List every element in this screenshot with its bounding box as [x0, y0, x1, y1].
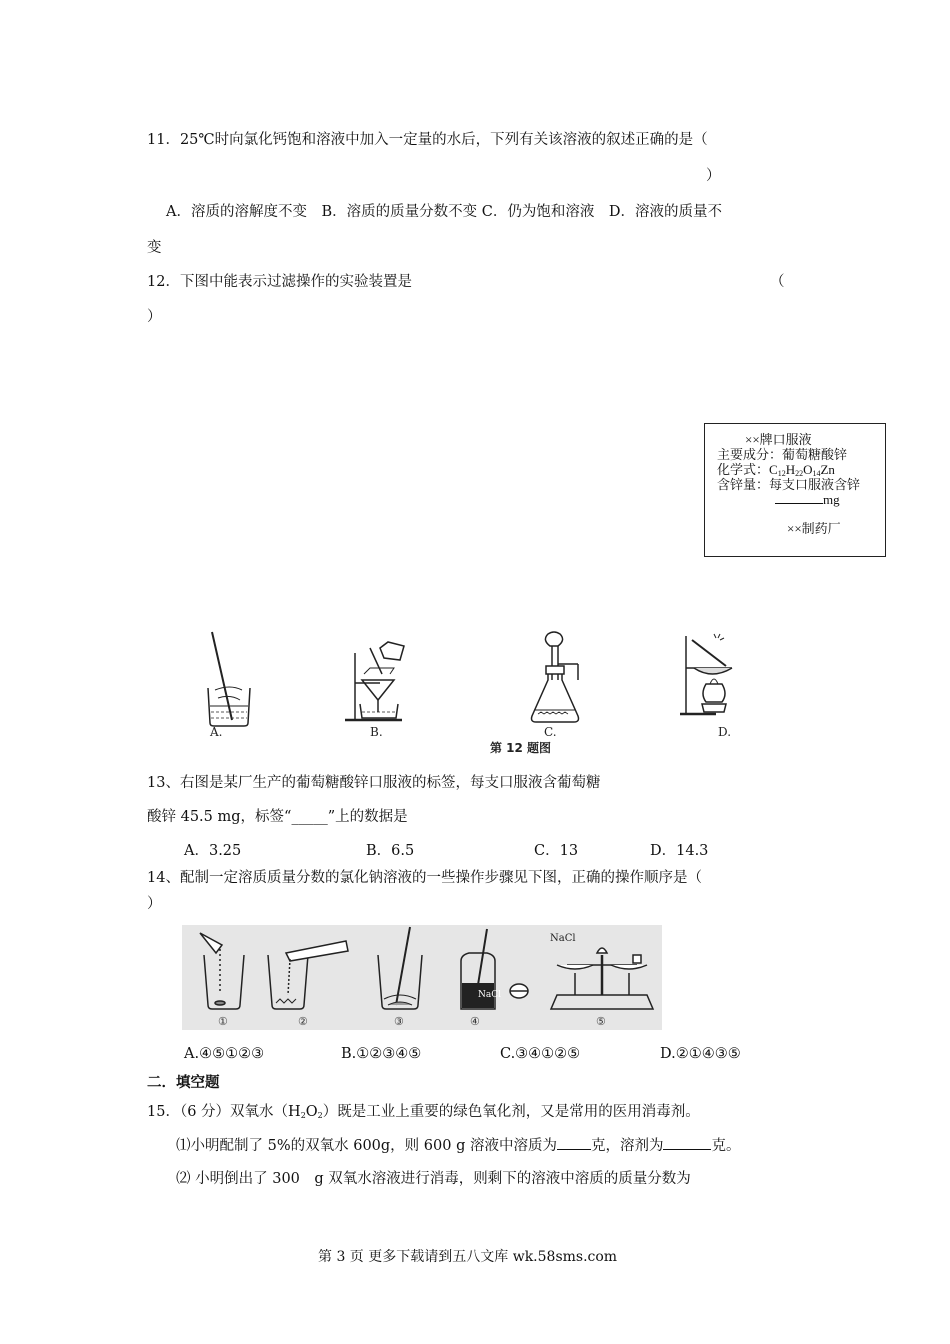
- q14-option-d: D.②①④③⑤: [660, 1046, 741, 1062]
- fig12-label-c: C.: [544, 725, 557, 739]
- step2-icon: [268, 941, 348, 1009]
- q11-options-wrap: 变: [147, 240, 162, 256]
- label-ingredient: 主要成分：葡萄糖酸锌: [717, 447, 848, 462]
- q11-options: A．溶质的溶解度不变 B．溶质的质量分数不变 C．仍为饱和溶液 D．溶液的质量不: [166, 204, 722, 220]
- label-maker: ××制药厂: [787, 521, 841, 536]
- section-title: 二．填空题: [147, 1075, 220, 1091]
- label-zinc-content: 含锌量：每支口服液含锌: [717, 477, 861, 492]
- step3-icon: [378, 927, 422, 1009]
- apparatus-c-icon: [532, 632, 579, 722]
- q12-bracket-open: （: [770, 274, 785, 290]
- apparatus-d-icon: [680, 634, 732, 714]
- apparatus-b-icon: [345, 642, 404, 720]
- apparatus-a-icon: [208, 632, 250, 726]
- q14-option-a: A.④⑤①②③: [184, 1046, 265, 1062]
- fig14-label-1: ①: [218, 1015, 228, 1028]
- q13-stem-line2: 酸锌 45.5 mg，标签“_____”上的数据是: [147, 809, 408, 825]
- step1-icon: [200, 933, 244, 1009]
- q13-option-d: D．14.3: [650, 843, 709, 859]
- fig14-label-3: ③: [394, 1015, 404, 1028]
- fig14-label-5: ⑤: [596, 1015, 606, 1028]
- q13-stem-line1: 13、右图是某厂生产的葡萄糖酸锌口服液的标签，每支口服液含葡萄糖: [147, 775, 601, 791]
- q14-bracket-close: ）: [147, 896, 162, 912]
- q15-part1: ⑴小明配制了 5%的双氧水 600g，则 600 g 溶液中溶质为 克，溶剂为 克。: [176, 1138, 741, 1154]
- q14-figure: [182, 925, 662, 1030]
- fig14-label-4: ④: [470, 1015, 480, 1028]
- q14-stem: 14、配制一定溶质质量分数的氯化钠溶液的一些操作步骤见下图，正确的操作顺序是（: [147, 870, 702, 886]
- label-zinc-amount: mg: [775, 492, 840, 508]
- q13-option-a: A．3.25: [184, 843, 242, 859]
- q12-apparatus-drawing: [190, 628, 750, 758]
- q11-stem: 11．25℃时向氯化钙饱和溶液中加入一定量的水后，下列有关该溶液的叙述正确的是（: [147, 132, 708, 148]
- page-footer: 第 3 页 更多下载请到五八文库 wk.58sms.com: [318, 1249, 618, 1265]
- fig14-label-2: ②: [298, 1015, 308, 1028]
- fig12-caption: 第 12 题图: [490, 741, 552, 755]
- q14-option-c: C.③④①②⑤: [500, 1046, 581, 1062]
- q14-steps-drawing: [182, 925, 662, 1030]
- fig14-balance-text: NaCl: [550, 933, 576, 944]
- q13-option-c: C．13: [534, 843, 579, 859]
- fig12-label-b: B.: [370, 725, 383, 739]
- q15-part2: ⑵ 小明倒出了 300 g 双氧水溶液进行消毒，则剩下的溶液中溶质的质量分数为: [176, 1171, 691, 1187]
- fig12-label-d: D.: [718, 725, 732, 739]
- label-title: ××牌口服液: [745, 432, 812, 447]
- q13-option-b: B．6.5: [366, 843, 415, 859]
- q14-option-b: B.①②③④⑤: [341, 1046, 422, 1062]
- fig12-label-a: A.: [210, 725, 223, 739]
- fig14-bottle-text: NaCl: [478, 990, 502, 1000]
- q12-stem: 12．下图中能表示过滤操作的实验装置是: [147, 274, 412, 290]
- step5-icon: [551, 948, 653, 1009]
- q11-bracket-close: ）: [706, 168, 721, 184]
- label-formula: 化学式：$C_{12}H_{22}O_{14}Zn$: [717, 462, 835, 478]
- q12-figure: [190, 628, 750, 758]
- q12-bracket-close: ）: [147, 309, 162, 325]
- q15-stem: 15．（6 分）双氧水$(H_2O_2)$既是工业上重要的绿色氧化剂，又是常用的医用消毒剂。: [147, 1104, 700, 1120]
- product-label-box: [704, 423, 886, 557]
